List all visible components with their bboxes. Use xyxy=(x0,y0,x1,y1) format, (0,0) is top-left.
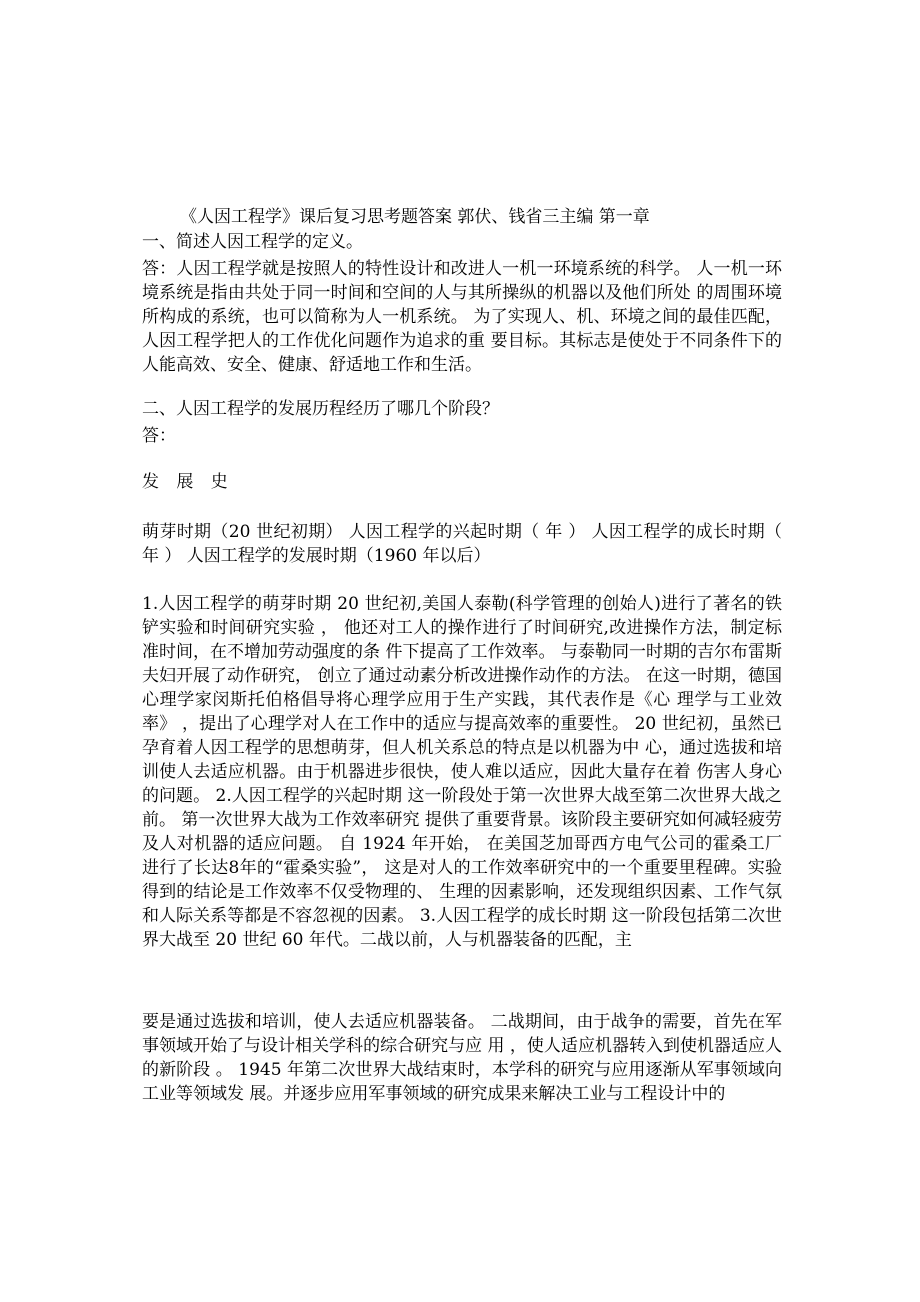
body-paragraph-2: 要是通过选拔和培训，使人去适应机器装备。 二战期间，由于战争的需要，首先在军事领域开始了与设计相关学科的综合研究与应 用 ，使人适应机器转入到使机器适应人的新阶段 。 1945 年第二次世界大战结束时，本学科的研究与应用逐渐从军事领域向工业等领域发 展。并逐步应用军事领域的研究成果来解决工业与工程设计中的 xyxy=(142,1012,782,1104)
question-2: 二、人因工程学的发展历程经历了哪几个阶段？ xyxy=(142,399,499,419)
answer-2-label: 答： xyxy=(142,426,176,446)
periods-summary: 萌芽时期（20 世纪初期） 人因工程学的兴起时期（ 年 ） 人因工程学的成长时期（ 年 ） 人因工程学的发展时期（1960 年以后） xyxy=(142,522,782,566)
question-1: 一、简述人因工程学的定义。 xyxy=(142,232,363,252)
history-heading: 发 展 史 xyxy=(142,472,234,492)
answer-1: 答：人因工程学就是按照人的特性设计和改进人一机一环境系统的科学。 人一机一环境系统是指由共处于同一时间和空间的人与其所操纵的机器以及他们所处 的周围环境所构成的系统，也可以简称为人一机系统。 为了实现人、机、环境之间的最佳匹配，人因工程学把人的工作优化问题作为追求的重 要目标。其标志是使处于不同条件下的人能高效、安全、健康、舒适地工作和生活。 xyxy=(142,259,782,375)
document-title: 《人因工程学》课后复习思考题答案 郭伏、钱省三主编 第一章 xyxy=(180,207,650,227)
body-paragraph-1: 1.人因工程学的萌芽时期 20 世纪初,美国人泰勒(科学管理的创始人)进行了著名的铁铲实验和时间研究实验 ， 他还对工人的操作进行了时间研究,改进操作方法，制定标准时间，在不增加劳动强度的条 件下提高了工作效率。 与泰勒同一时期的吉尔布雷斯夫妇开展了动作研究， 创立了通过动素分析改进操作动作的方法。 在这一时期，德国心理学家闵斯托伯格倡导将心理学应用于生产实践，其代表作是《心 理学与工业效率》 ，提出了心理学对人在工作中的适应与提高效率的重要性。 20 世纪初，虽然已孕育着人因工程学的思想萌芽，但人机关系总的特点是以机器为中 心，通过选拔和培训使人去适应机器。由于机器进步很快，使人难以适应，因此大量存在着 伤害人身心的问题。 2.人因工程学的兴起时期 这一阶段处于第一次世界大战至第二次世界大战之前。 第一次世界大战为工作效率研究 提供了重要背景。该阶段主要研究如何减轻疲劳及人对机器的适应问题。 自 1924 年开始， 在美国芝加哥西方电气公司的霍桑工厂进行了长达8年的“霍桑实验”， 这是对人的工作效率研究中的一个重要里程碑。实验得到的结论是工作效率不仅受物理的、 生理的因素影响，还发现组织因素、工作气氛和人际关系等都是不容忽视的因素。 3.人因工程学的成长时期 这一阶段包括第二次世界大战至 20 世纪 60 年代。二战以前，人与机器装备的匹配，主 xyxy=(142,594,782,950)
